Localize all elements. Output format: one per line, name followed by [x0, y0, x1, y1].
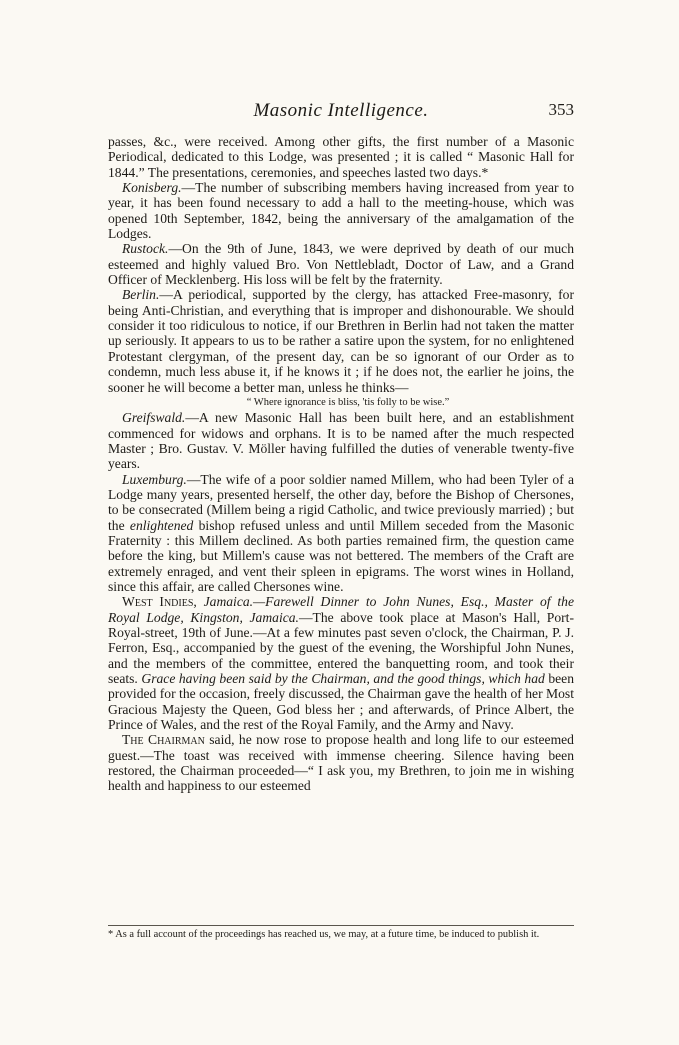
- paragraph-passes: [108, 134, 574, 180]
- page-number: 353: [548, 100, 574, 119]
- region-name: West Indies,: [122, 594, 197, 610]
- place-name: Konisberg.: [122, 180, 182, 196]
- paragraph-west-indies: [108, 594, 574, 732]
- emphasis-phrase: Grace having been said by the Chairman, and the good things, which had: [141, 671, 545, 687]
- paragraph-text: —The wife of a poor soldier named Millem, who had been Tyler of a Lodge many years, presented herself, the other day, before the Bishop of Chersones, to be consecrated (Millem being a rigid Catholic, and twice previously married) ; but the: [108, 471, 574, 533]
- article-body: [108, 134, 574, 794]
- paragraph-text: —The number of subscribing members having increased from year to year, it has been found necessary to add a hall to the meeting-house, which was opened 10th September, 1842, being the anniversary of the amalgamation of the Lodges.: [108, 180, 574, 242]
- paragraph-rustock: [108, 241, 574, 287]
- footnote-divider: [108, 925, 574, 926]
- paragraph-chairman: [108, 732, 574, 793]
- paragraph-text: bishop refused unless and until Millem seceded from the Masonic Fraternity : this Millem declined. As both parties remained firm, the question came before the king, but Millem's cause was not bettered. The members of the Craft are extremely enraged, and vent their spleen in epigrams. The worst wines in Holland, since this affair, are called Chersones wine.: [108, 517, 574, 594]
- paragraph-text: passes, &c., were received. Among other gifts, the first number of a Masonic Periodical, dedicated to this Lodge, was presented ; it is called “ Masonic Hall for 1844.” The presentations, ceremonies, and speeches lasted two days.*: [108, 134, 574, 180]
- paragraph-text: been provided for the occasion, freely discussed, the Chairman gave the health of her Most Gracious Majesty the Queen, God bless her ; and afterwards, of Prince Albert, the Prince of Wales, and the rest of the Royal Family, and the Army and Navy.: [108, 671, 574, 733]
- running-title: Masonic Intelligence.: [253, 100, 429, 121]
- emphasis-word: enlightened: [129, 517, 194, 533]
- article-heading: Jamaica.—Farewell Dinner to John Nunes, Esq., Master of the Royal Lodge, Kingston, Jamaica.: [108, 594, 574, 625]
- place-name: Rustock.: [122, 241, 169, 257]
- paragraph-berlin: [108, 287, 574, 394]
- place-name: Luxemburg.: [122, 471, 187, 487]
- speaker-name: The Chairman: [122, 732, 205, 748]
- paragraph-greifswald: [108, 410, 574, 471]
- paragraph-konisberg: [108, 180, 574, 241]
- paragraph-text: —The above took place at Mason's Hall, Port-Royal-street, 19th of June.—At a few minutes past seven o'clock, the Chairman, P. J. Ferron, Esq., accompanied by the guest of the evening, the Worshipful John Nunes, and the members of the committee, entered the banquetting room, and took their seats.: [108, 609, 574, 687]
- place-name: Berlin.: [122, 287, 160, 303]
- paragraph-text: —A new Masonic Hall has been built here, and an establishment commenced for widows and orphans. It is to be named after the much respected Master ; Bro. Gustav. V. Möller having fulfilled the duties of venerable twenty-five years.: [108, 410, 574, 472]
- paragraph-text: —On the 9th of June, 1843, we were deprived by death of our much esteemed and highly valued Bro. Von Nettlebladt, Doctor of Law, and a Grand Officer of Mecklenberg. His loss will be felt by the fraternity.: [108, 241, 574, 288]
- paragraph-text: said, he now rose to propose health and long life to our esteemed guest.—The toast was received with immense cheering. Silence having been restored, the Chairman proceeded—“ I ask you, my Brethren, to join me in wishing health and happiness to our esteemed: [108, 732, 574, 794]
- paragraph-text: —A periodical, supported by the clergy, has attacked Free-masonry, for being Anti-Christian, and everything that is improper and dishonourable. We should consider it too ridiculous to notice, if our Brethren in Berlin had not taken the matter up seriously. It appears to us to be rather a satire upon the system, for no enlightened Protestant clergyman, of the present day, can be so ignorant of our Order as to condemn, much less abuse it, if he knows it ; if he does not, the earlier he joins, the sooner he will become a better man, unless he thinks—: [108, 287, 574, 395]
- footnote: * As a full account of the proceedings has reached us, we may, at a future time, be induced to publish it.: [108, 929, 540, 940]
- place-name: Greifswald.: [122, 410, 186, 426]
- quotation: “ Where ignorance is bliss, 'tis folly to be wise.”: [246, 396, 450, 408]
- paragraph-luxemburg: [108, 472, 574, 595]
- page-header: [108, 100, 574, 124]
